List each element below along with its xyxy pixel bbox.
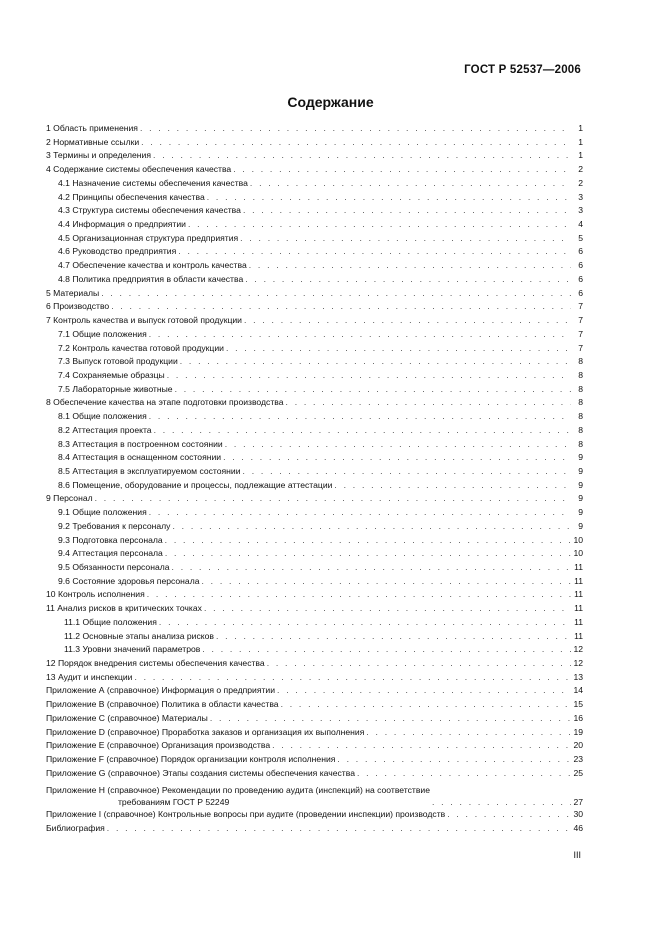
toc-dot-leader bbox=[223, 451, 571, 465]
toc-entry[interactable] bbox=[46, 424, 583, 438]
toc-entry[interactable] bbox=[46, 218, 583, 232]
toc-dot-leader bbox=[111, 300, 571, 314]
toc-page-number: 11 bbox=[574, 603, 583, 614]
toc-entry-label: 12 Порядок внедрения системы обеспечения качества bbox=[46, 658, 265, 669]
toc-entry-label: 13 Аудит и инспекции bbox=[46, 671, 133, 682]
document-id-header: ГОСТ Р 52537—2006 bbox=[464, 64, 581, 76]
toc-entry[interactable] bbox=[46, 410, 583, 424]
toc-entry-label: 1 Область применения bbox=[46, 123, 138, 133]
toc-entry[interactable] bbox=[46, 534, 583, 548]
toc-dot-leader bbox=[243, 465, 571, 479]
toc-dot-leader bbox=[178, 245, 571, 259]
toc-dot-leader bbox=[244, 314, 571, 328]
toc-entry[interactable] bbox=[46, 163, 583, 177]
toc-dot-leader bbox=[210, 712, 571, 726]
table-of-contents bbox=[46, 122, 583, 835]
toc-entry[interactable] bbox=[46, 602, 583, 616]
toc-dot-leader bbox=[147, 588, 571, 602]
toc-entry[interactable] bbox=[46, 245, 583, 259]
toc-entry[interactable] bbox=[46, 232, 583, 246]
page-number: III bbox=[573, 850, 581, 860]
toc-entry[interactable] bbox=[46, 177, 583, 191]
toc-dot-leader bbox=[225, 438, 571, 452]
toc-dot-leader bbox=[180, 355, 571, 369]
toc-entry-label: 8.1 Общие положения bbox=[58, 411, 147, 422]
toc-entry[interactable] bbox=[46, 273, 583, 287]
toc-dot-leader bbox=[357, 767, 571, 781]
toc-page-number: 11 bbox=[574, 630, 583, 641]
toc-entry[interactable] bbox=[46, 355, 583, 369]
toc-entry[interactable] bbox=[46, 204, 583, 218]
toc-entry[interactable] bbox=[46, 328, 583, 342]
toc-dot-leader bbox=[159, 616, 571, 630]
toc-entry[interactable] bbox=[46, 726, 583, 740]
toc-entry[interactable] bbox=[46, 575, 583, 589]
toc-entry-label: 7.4 Сохраняемые образцы bbox=[58, 369, 165, 380]
toc-dot-leader bbox=[175, 383, 571, 397]
toc-entry[interactable] bbox=[46, 684, 583, 698]
toc-entry-label: 4 Содержание системы обеспечения качества bbox=[46, 164, 232, 175]
toc-dot-leader bbox=[267, 657, 571, 671]
toc-page-number: 7 bbox=[578, 328, 583, 339]
toc-dot-leader bbox=[149, 410, 571, 424]
toc-page-number: 20 bbox=[573, 740, 583, 751]
toc-dot-leader bbox=[188, 218, 571, 232]
toc-entry[interactable] bbox=[46, 300, 583, 314]
toc-entry[interactable] bbox=[46, 739, 583, 753]
toc-entry-label: 11.3 Уровни значений параметров bbox=[64, 644, 201, 655]
page-title: Содержание bbox=[287, 94, 374, 110]
toc-entry-label: 9.5 Обязанности персонала bbox=[58, 562, 170, 572]
toc-dot-leader bbox=[432, 796, 571, 808]
toc-entry[interactable] bbox=[46, 479, 583, 493]
toc-entry-label: 8.2 Аттестация проекта bbox=[58, 424, 152, 435]
toc-dot-leader bbox=[202, 575, 572, 589]
toc-entry-label: 4.1 Назначение системы обеспечения качества bbox=[58, 177, 248, 188]
toc-entry[interactable] bbox=[46, 396, 583, 410]
toc-entry-label: 5 Материалы bbox=[46, 287, 100, 298]
toc-dot-leader bbox=[245, 273, 571, 287]
toc-dot-leader bbox=[233, 163, 571, 177]
toc-dot-leader bbox=[172, 520, 571, 534]
toc-entry-label: 4.5 Организационная структура предприятия bbox=[58, 232, 239, 243]
toc-entry-label: Приложение В (справочное) Политика в области качества bbox=[46, 699, 279, 710]
toc-entry[interactable] bbox=[46, 753, 583, 767]
toc-entry-label: 7.3 Выпуск готовой продукции bbox=[58, 356, 178, 367]
toc-page-number: 7 bbox=[578, 342, 583, 353]
toc-dot-leader bbox=[447, 808, 571, 822]
toc-entry[interactable] bbox=[46, 465, 583, 479]
toc-page-number: 2 bbox=[578, 164, 583, 175]
toc-page-number: 8 bbox=[578, 438, 583, 449]
toc-dot-leader bbox=[95, 492, 571, 506]
toc-entry-label: 6 Производство bbox=[46, 301, 110, 312]
toc-entry-label: 7 Контроль качества и выпуск готовой продукции bbox=[46, 315, 242, 326]
toc-dot-leader bbox=[250, 177, 571, 191]
toc-dot-leader bbox=[240, 232, 571, 246]
toc-page-number: 12 bbox=[573, 644, 583, 655]
toc-entry-label: 4.8 Политика предприятия в области качества bbox=[58, 273, 244, 284]
toc-entry-label: 4.2 Принципы обеспечения качества bbox=[58, 191, 205, 202]
toc-page-number: 10 bbox=[573, 548, 583, 559]
toc-dot-leader bbox=[243, 204, 571, 218]
toc-entry[interactable] bbox=[46, 657, 583, 671]
toc-entry-label: 4.6 Руководство предприятия bbox=[58, 246, 177, 257]
toc-page-number: 8 bbox=[578, 356, 583, 367]
toc-dot-leader bbox=[204, 602, 571, 616]
toc-page-number: 11 bbox=[574, 589, 583, 600]
toc-page-number: 16 bbox=[573, 712, 583, 723]
toc-page-number: 9 bbox=[578, 520, 583, 531]
toc-page-number: 8 bbox=[578, 369, 583, 380]
toc-dot-leader bbox=[226, 342, 571, 356]
toc-page-number: 11 bbox=[574, 616, 583, 627]
toc-entry-label: 9.4 Аттестация персонала bbox=[58, 548, 163, 559]
toc-page-number: 5 bbox=[578, 232, 583, 243]
toc-page-number: 46 bbox=[573, 822, 583, 833]
toc-entry-label: 11 Анализ рисков в критических точках bbox=[46, 603, 202, 614]
toc-dot-leader bbox=[167, 369, 571, 383]
toc-page-number: 15 bbox=[573, 699, 583, 710]
toc-page-number: 13 bbox=[573, 671, 583, 682]
toc-entry-label: 2 Нормативные ссылки bbox=[46, 136, 140, 147]
toc-entry-label: 7.5 Лабораторные животные bbox=[58, 383, 173, 394]
toc-entry-label: Приложение F (справочное) Порядок организации контроля исполнения bbox=[46, 754, 336, 765]
toc-entry-label: 9.3 Подготовка персонала bbox=[58, 534, 163, 545]
toc-entry[interactable] bbox=[46, 191, 583, 205]
toc-entry-label: Приложение С (справочное) Материалы bbox=[46, 712, 208, 723]
toc-dot-leader bbox=[366, 726, 571, 740]
toc-page-number: 1 bbox=[578, 123, 583, 133]
toc-entry-label: 4.7 Обеспечение качества и контроль качества bbox=[58, 260, 247, 271]
toc-entry-label: 10 Контроль исполнения bbox=[46, 589, 145, 600]
toc-page-number: 8 bbox=[578, 397, 583, 408]
toc-page-number: 1 bbox=[578, 136, 583, 147]
toc-dot-leader bbox=[107, 822, 571, 836]
toc-dot-leader bbox=[153, 149, 571, 163]
toc-entry[interactable] bbox=[46, 547, 583, 561]
toc-page-number: 6 bbox=[578, 273, 583, 284]
toc-entry-label: 4.4 Информация о предприятии bbox=[58, 219, 186, 230]
toc-entry-label: Приложение Е (справочное) Организация производства bbox=[46, 740, 271, 751]
toc-page-number: 8 bbox=[578, 424, 583, 435]
toc-entry[interactable] bbox=[46, 506, 583, 520]
toc-page-number: 14 bbox=[573, 685, 583, 696]
toc-entry[interactable] bbox=[46, 520, 583, 534]
toc-entry[interactable] bbox=[46, 369, 583, 383]
toc-page-number: 8 bbox=[578, 383, 583, 394]
toc-page-number: 7 bbox=[578, 301, 583, 312]
toc-dot-leader bbox=[286, 396, 571, 410]
toc-entry[interactable] bbox=[46, 588, 583, 602]
toc-page-number: 11 bbox=[574, 562, 583, 572]
toc-page-number: 6 bbox=[578, 287, 583, 298]
toc-page-number: 4 bbox=[578, 219, 583, 230]
toc-entry-label: 9.2 Требования к персоналу bbox=[58, 520, 171, 531]
toc-dot-leader bbox=[141, 136, 571, 150]
toc-dot-leader bbox=[154, 424, 571, 438]
toc-entry-label: 4.3 Структура системы обеспечения качества bbox=[58, 205, 241, 216]
toc-entry-label: 8 Обеспечение качества на этапе подготовки производства bbox=[46, 397, 284, 408]
toc-entry-label: Приложение G (справочное) Этапы создания системы обеспечения качества bbox=[46, 767, 355, 778]
toc-entry[interactable] bbox=[46, 314, 583, 328]
toc-page-number: 9 bbox=[578, 479, 583, 490]
toc-page-number: 6 bbox=[578, 246, 583, 257]
toc-dot-leader bbox=[249, 259, 571, 273]
toc-entry-label: 8.5 Аттестация в эксплуатируемом состоянии bbox=[58, 465, 241, 476]
toc-entry[interactable] bbox=[46, 287, 583, 301]
toc-page-number: 30 bbox=[573, 808, 583, 819]
toc-entry[interactable] bbox=[46, 767, 583, 781]
toc-entry-label: 11.2 Основные этапы анализа рисков bbox=[64, 630, 214, 641]
toc-entry[interactable] bbox=[46, 781, 583, 808]
toc-entry-label: 9 Персонал bbox=[46, 493, 93, 504]
toc-page-number: 8 bbox=[578, 411, 583, 422]
toc-entry[interactable] bbox=[46, 342, 583, 356]
toc-entry[interactable] bbox=[46, 643, 583, 657]
toc-dot-leader bbox=[165, 547, 571, 561]
toc-entry[interactable] bbox=[46, 698, 583, 712]
toc-dot-leader bbox=[334, 479, 571, 493]
toc-dot-leader bbox=[207, 191, 571, 205]
toc-entry[interactable] bbox=[46, 822, 583, 836]
toc-dot-leader bbox=[172, 561, 571, 575]
toc-dot-leader bbox=[165, 534, 571, 548]
toc-dot-leader bbox=[272, 739, 571, 753]
toc-entry[interactable] bbox=[46, 136, 583, 150]
toc-entry-label: 8.3 Аттестация в построенном состоянии bbox=[58, 438, 223, 449]
toc-entry-label: 9.1 Общие положения bbox=[58, 507, 147, 518]
toc-page-number: 1 bbox=[578, 150, 583, 161]
toc-entry-label: Приложение D (справочное) Проработка заказов и организация их выполнения bbox=[46, 726, 365, 737]
toc-page-number: 7 bbox=[578, 315, 583, 326]
toc-entry[interactable] bbox=[46, 438, 583, 452]
toc-entry[interactable] bbox=[46, 451, 583, 465]
toc-dot-leader bbox=[277, 684, 571, 698]
toc-page-number: 27 bbox=[573, 796, 583, 807]
toc-entry-label: Приложение I (справочное) Контрольные вопросы при аудите (проведении инспекции) производств bbox=[46, 808, 446, 819]
toc-dot-leader bbox=[337, 753, 571, 767]
toc-page-number: 25 bbox=[573, 767, 583, 778]
toc-entry[interactable] bbox=[46, 259, 583, 273]
toc-page-number: 9 bbox=[578, 507, 583, 518]
toc-dot-leader bbox=[149, 506, 571, 520]
toc-entry[interactable] bbox=[46, 616, 583, 630]
toc-page-number: 23 bbox=[573, 754, 583, 765]
toc-page-number: 19 bbox=[573, 726, 583, 737]
toc-page-number: 6 bbox=[578, 260, 583, 271]
toc-entry[interactable] bbox=[46, 712, 583, 726]
toc-dot-leader bbox=[134, 671, 571, 685]
toc-entry-label: Приложение А (справочное) Информация о предприятии bbox=[46, 685, 276, 696]
toc-entry[interactable] bbox=[46, 149, 583, 163]
toc-entry-label: 7.1 Общие положения bbox=[58, 328, 147, 339]
toc-page-number: 2 bbox=[578, 177, 583, 188]
toc-dot-leader bbox=[202, 643, 571, 657]
toc-dot-leader bbox=[216, 630, 571, 644]
toc-entry-label: 8.6 Помещение, оборудование и процессы, подлежащие аттестации bbox=[58, 479, 333, 490]
toc-dot-leader bbox=[101, 287, 571, 301]
toc-page-number: 3 bbox=[578, 205, 583, 216]
toc-entry[interactable] bbox=[46, 630, 583, 644]
toc-entry[interactable] bbox=[46, 671, 583, 685]
toc-page-number: 11 bbox=[574, 575, 583, 586]
toc-entry-label: 7.2 Контроль качества готовой продукции bbox=[58, 342, 224, 353]
toc-page-number: 10 bbox=[573, 534, 583, 545]
toc-entry-label: 3 Термины и определения bbox=[46, 150, 152, 161]
toc-entry[interactable] bbox=[46, 492, 583, 506]
toc-entry-label: 8.4 Аттестация в оснащенном состоянии bbox=[58, 452, 222, 463]
toc-entry[interactable] bbox=[46, 808, 583, 822]
toc-dot-leader bbox=[140, 122, 571, 136]
toc-page-number: 9 bbox=[578, 465, 583, 476]
toc-dot-leader bbox=[281, 698, 571, 712]
toc-entry[interactable] bbox=[46, 383, 583, 397]
toc-page-number: 9 bbox=[578, 493, 583, 504]
toc-entry-label: Приложение Н (справочное) Рекомендации по проведению аудита (инспекций) на соответствие требованиям ГОСТ Р 52249 bbox=[46, 784, 430, 807]
toc-entry-label: 9.6 Состояние здоровья персонала bbox=[58, 575, 200, 586]
toc-dot-leader bbox=[149, 328, 571, 342]
toc-page-number: 12 bbox=[573, 658, 583, 669]
toc-entry-label: 11.1 Общие положения bbox=[64, 616, 157, 627]
toc-page-number: 9 bbox=[578, 452, 583, 463]
toc-entry-label: Библиография bbox=[46, 822, 105, 833]
toc-entry[interactable] bbox=[46, 561, 583, 575]
toc-entry[interactable] bbox=[46, 122, 583, 136]
toc-page-number: 3 bbox=[578, 191, 583, 202]
